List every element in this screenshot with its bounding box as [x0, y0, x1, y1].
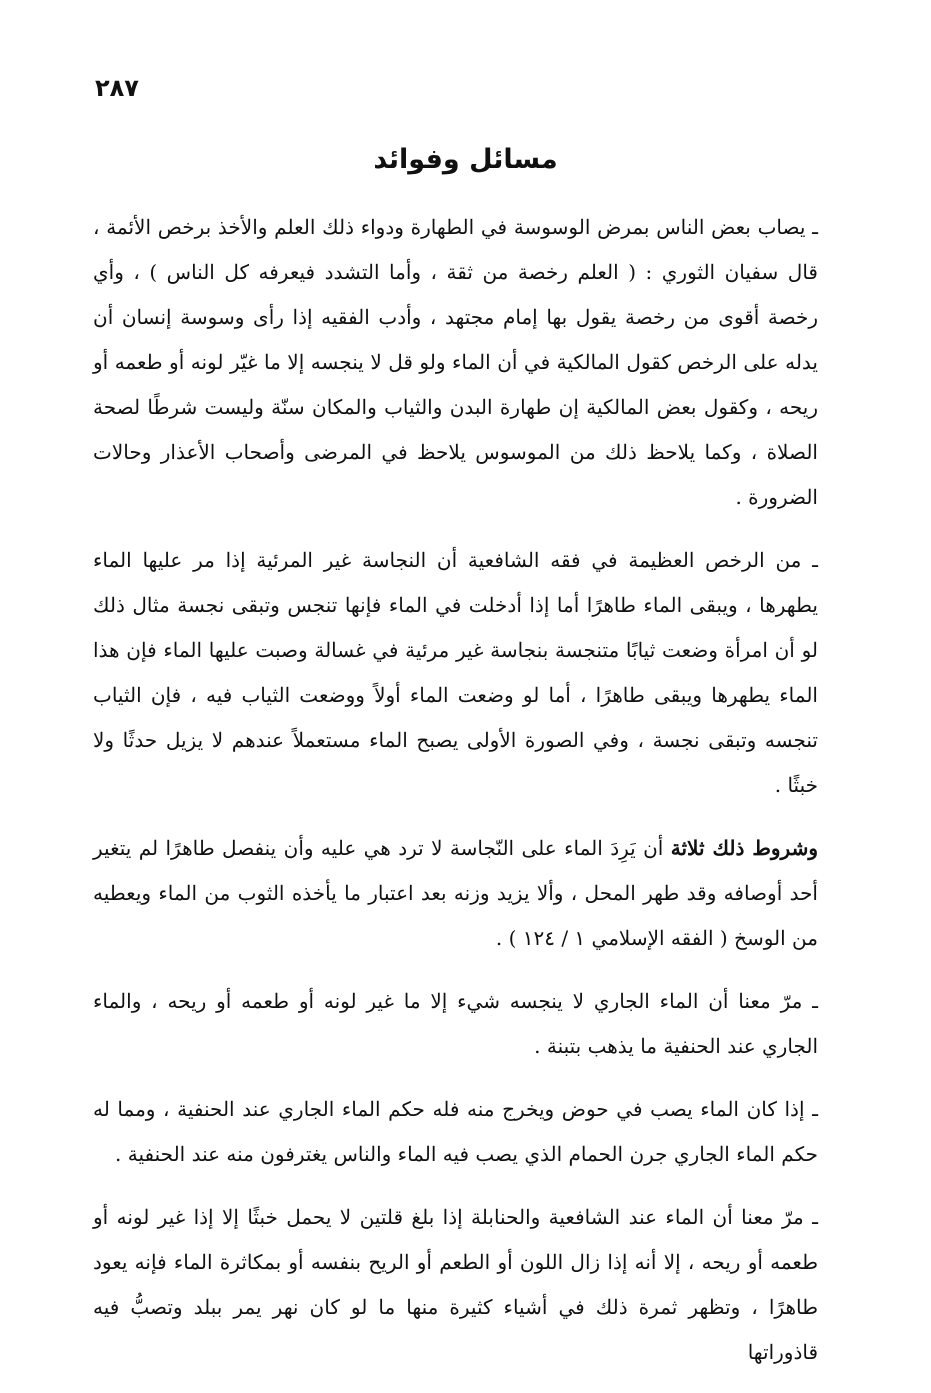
- paragraph-basin: [93, 1087, 818, 1177]
- body-text: [93, 205, 818, 1393]
- paragraph-shafii-rukhsa: [93, 538, 818, 808]
- paragraph-text: ـ من الرخص العظيمة في فقه الشافعية أن النجاسة غير المرئية إذا مر عليها الماء يطهرها ، ويبقى الماء طاهرًا أما إذا أدخلت في الماء فإنها تنجس وتبقى نجسة مثال ذلك لو أن امرأة وضعت ثيابًا متنجسة بنجاسة غير مرئية في غسالة وصبت عليها الماء فإن هذا الماء يطهرها ويبقى طاهرًا ، أما لو وضعت الماء أولاً ووضعت الثياب فيه ، فإن الثياب تنجسه وتبقى نجسة ، وفي الصورة الأولى يصبح الماء مستعملاً عندهم لا يزيل حدثًا ولا خبثًا .: [93, 548, 818, 797]
- paragraph-text: ـ مرّ معنا أن الماء عند الشافعية والحنابلة إذا بلغ قلتين لا يحمل خبثًا إلا إذا غير لونه أو طعمه أو ريحه ، إلا أنه إذا زال اللون أو الطعم أو الريح بنفسه أو بمكاثرة الماء فإنه يعود طاهرًا ، وتظهر ثمرة ذلك في أشياء كثيرة منها ما لو كان نهر يمر ببلد وتصبُّ فيه قاذوراتها: [93, 1205, 818, 1364]
- paragraph-text: ـ إذا كان الماء يصب في حوض ويخرج منه فله حكم الماء الجاري عند الحنفية ، ومما له حكم الماء الجاري جرن الحمام الذي يصب فيه الماء والناس يغترفون منه عند الحنفية .: [93, 1097, 818, 1166]
- paragraph-lead: وشروط ذلك ثلاثة: [670, 836, 818, 860]
- paragraph-qullatayn: [93, 1195, 818, 1375]
- page-title: مسائل وفوائد: [373, 144, 558, 175]
- paragraph-waswasa: [93, 205, 818, 520]
- paragraph-running-water: [93, 979, 818, 1069]
- paragraph-text: ـ مرّ معنا أن الماء الجاري لا ينجسه شيء إلا ما غير لونه أو طعمه أو ريحه ، والماء الجاري عند الحنفية ما يذهب بتبنة .: [93, 989, 818, 1058]
- paragraph-text: ـ يصاب بعض الناس بمرض الوسوسة في الطهارة ودواء ذلك العلم والأخذ برخص الأئمة ، قال سفيان الثوري : ( العلم رخصة من ثقة ، وأما التشدد فيعرفه كل الناس ) ، وأي رخصة أقوى من رخصة يقول بها إمام مجتهد ، وأدب الفقيه إذا رأى وسوسة إنسان أن يدله على الرخص كقول المالكية في أن الماء ولو قل لا ينجسه إلا ما غيّر لونه أو طعمه أو ريحه ، وكقول بعض المالكية إن طهارة البدن والثياب والمكان سنّة وليست شرطًا لصحة الصلاة ، وكما يلاحظ ذلك من الموسوس يلاحظ في المرضى وأصحاب الأعذار وحالات الضرورة .: [93, 215, 818, 509]
- paragraph-conditions: [93, 826, 818, 961]
- paragraph-text: أن يَرِدَ الماء على النّجاسة لا ترد هي عليه وأن ينفصل طاهرًا لم يتغير أحد أوصافه وقد طهر المحل ، وألا يزيد وزنه بعد اعتبار ما يأخذه الثوب من الماء ويعطيه من الوسخ ( الفقه الإسلامي ١ / ١٢٤ ) .: [93, 836, 818, 950]
- page-number: ٢٨٧: [95, 74, 139, 102]
